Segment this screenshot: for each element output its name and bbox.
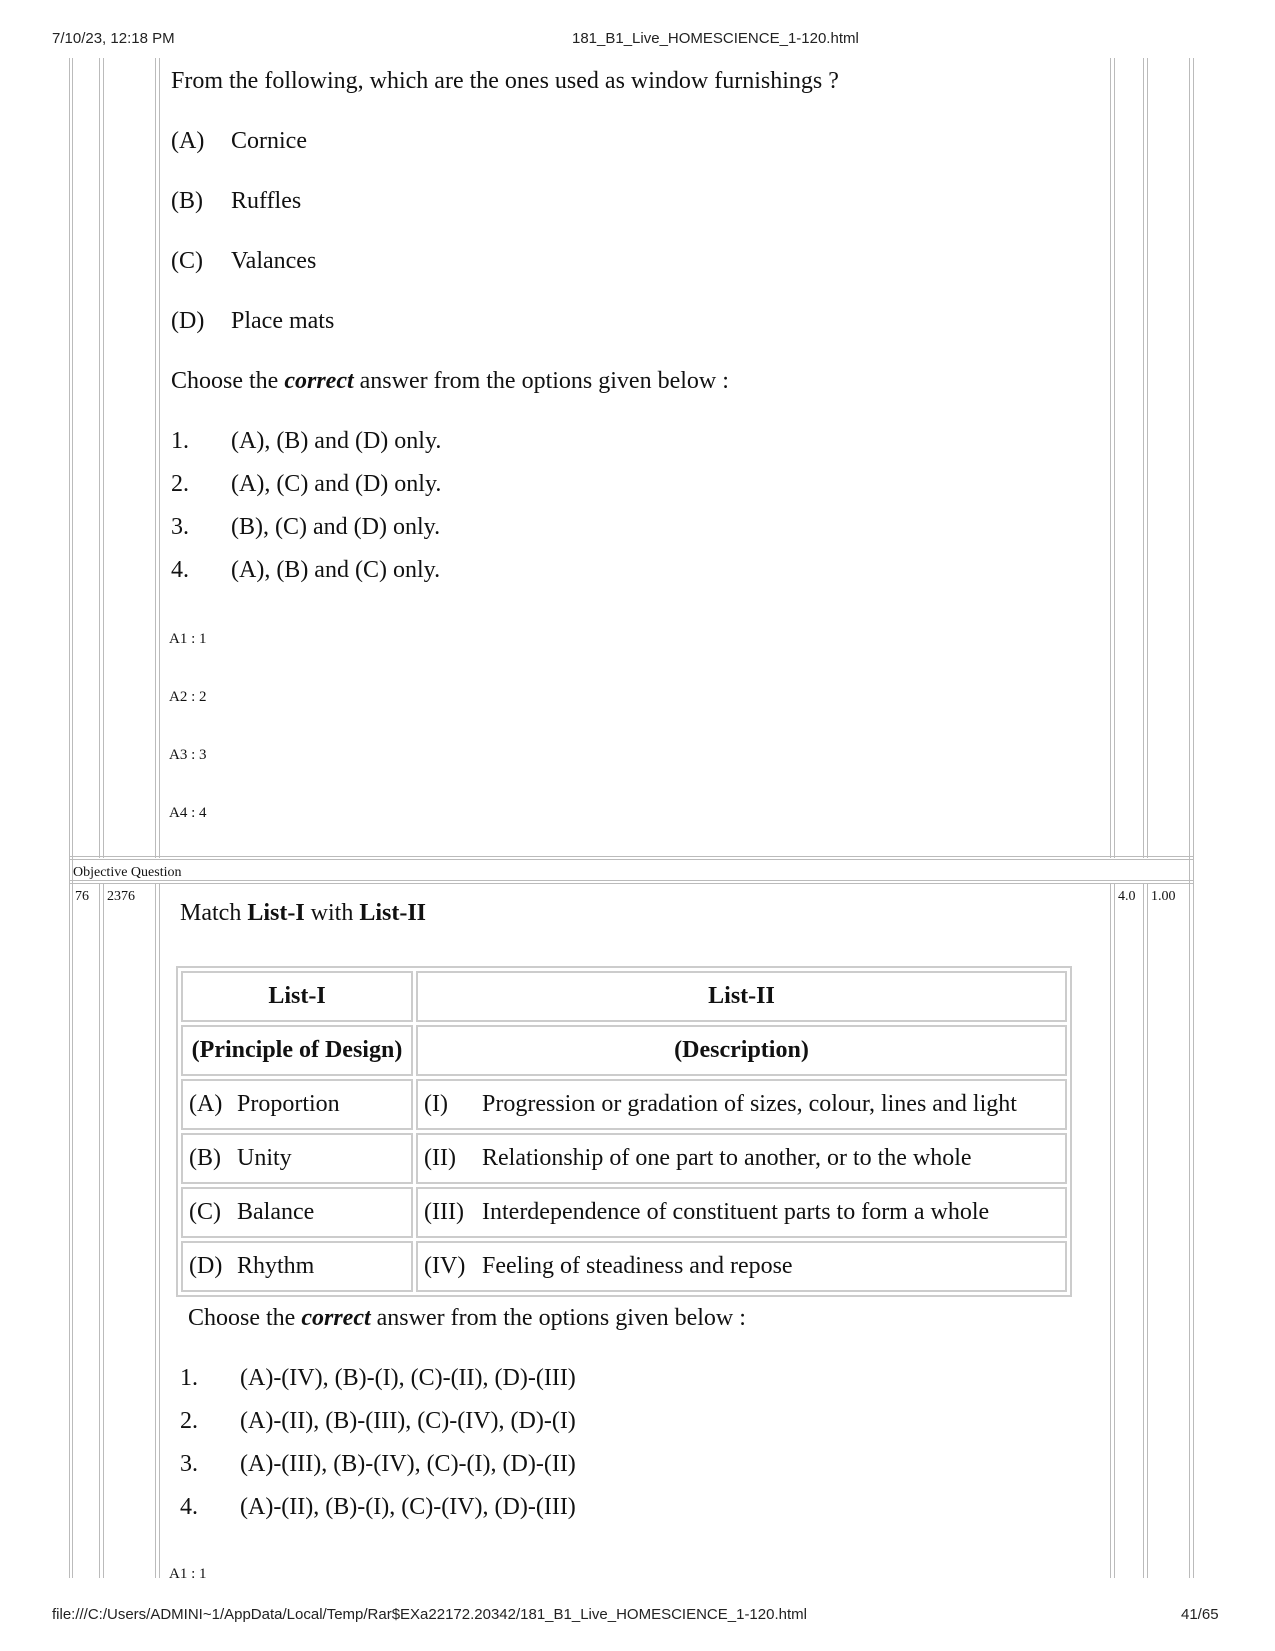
option-text: (A), (C) and (D) only. [231, 471, 442, 497]
q75-answer-2: A2 : 2 [169, 689, 207, 705]
question-serial: 76 [75, 889, 89, 904]
question-negative-marks: 1.00 [1151, 889, 1176, 904]
print-doc-title: 181_B1_Live_HOMESCIENCE_1-120.html [572, 30, 859, 47]
question-id: 2376 [107, 889, 135, 904]
q75-item-key: (A) [171, 128, 205, 154]
q75-answer-4: A4 : 4 [169, 805, 207, 821]
q75-item-key: (D) [171, 308, 205, 334]
option-number: 4. [171, 557, 189, 583]
print-page-number: 41/65 [1181, 1606, 1219, 1623]
option-text: (A)-(II), (B)-(III), (C)-(IV), (D)-(I) [240, 1408, 576, 1434]
q76-answer-1: A1 : 1 [169, 1566, 207, 1582]
option-text: (A)-(III), (B)-(IV), (C)-(I), (D)-(II) [240, 1451, 576, 1477]
q75-item-text: Valances [231, 248, 317, 274]
q75-answer-1: A1 : 1 [169, 631, 207, 647]
print-datetime: 7/10/23, 12:18 PM [52, 30, 175, 47]
option-number: 1. [171, 428, 189, 454]
question-marks: 4.0 [1118, 889, 1136, 904]
option-number: 3. [180, 1451, 198, 1477]
option-text: (B), (C) and (D) only. [231, 514, 441, 540]
list1-cell: (A) Proportion [181, 1079, 413, 1130]
print-footer-path: file:///C:/Users/ADMINI~1/AppData/Local/Temp/Rar$EXa22172.20342/181_B1_Live_HOMESCIENCE_1-120.html [52, 1606, 807, 1623]
list2-cell: (I) Progression or gradation of sizes, colour, lines and light [416, 1079, 1067, 1130]
list1-cell: (C) Balance [181, 1187, 413, 1238]
table-row [181, 1187, 1067, 1238]
option-number: 3. [171, 514, 189, 540]
q75-item-text: Cornice [231, 128, 307, 154]
option-number: 4. [180, 1494, 198, 1520]
q75-item-text: Place mats [231, 308, 335, 334]
list1-header: List-I [181, 971, 413, 1022]
list2-cell: (II) Relationship of one part to another, or to the whole [416, 1133, 1067, 1184]
option-text: (A)-(II), (B)-(I), (C)-(IV), (D)-(III) [240, 1494, 576, 1520]
question-type-label: Objective Question [73, 865, 182, 880]
table-row [181, 1133, 1067, 1184]
q75-item-key: (C) [171, 248, 203, 274]
q76-instruction: Choose the correct answer from the options given below : [188, 1305, 746, 1331]
option-number: 2. [180, 1408, 198, 1434]
q76-title: Match List-I with List-II [180, 900, 427, 926]
option-number: 1. [180, 1365, 198, 1391]
table-row [181, 1241, 1067, 1292]
list2-header: List-II [416, 971, 1067, 1022]
list2-cell: (III) Interdependence of constituent parts to form a whole [416, 1187, 1067, 1238]
q75-answer-3: A3 : 3 [169, 747, 207, 763]
q75-item-text: Ruffles [231, 188, 302, 214]
option-text: (A), (B) and (C) only. [231, 557, 441, 583]
option-text: (A), (B) and (D) only. [231, 428, 442, 454]
list1-cell: (B) Unity [181, 1133, 413, 1184]
option-number: 2. [171, 471, 189, 497]
list1-cell: (D) Rhythm [181, 1241, 413, 1292]
list2-subheader: (Description) [416, 1025, 1067, 1076]
q75-item-key: (B) [171, 188, 203, 214]
match-table [176, 966, 1072, 1297]
table-row [181, 1079, 1067, 1130]
q75-question: From the following, which are the ones used as window furnishings ? [171, 68, 839, 94]
list2-cell: (IV) Feeling of steadiness and repose [416, 1241, 1067, 1292]
option-text: (A)-(IV), (B)-(I), (C)-(II), (D)-(III) [240, 1365, 576, 1391]
q75-instruction: Choose the correct answer from the options given below : [171, 368, 729, 394]
list1-subheader: (Principle of Design) [181, 1025, 413, 1076]
